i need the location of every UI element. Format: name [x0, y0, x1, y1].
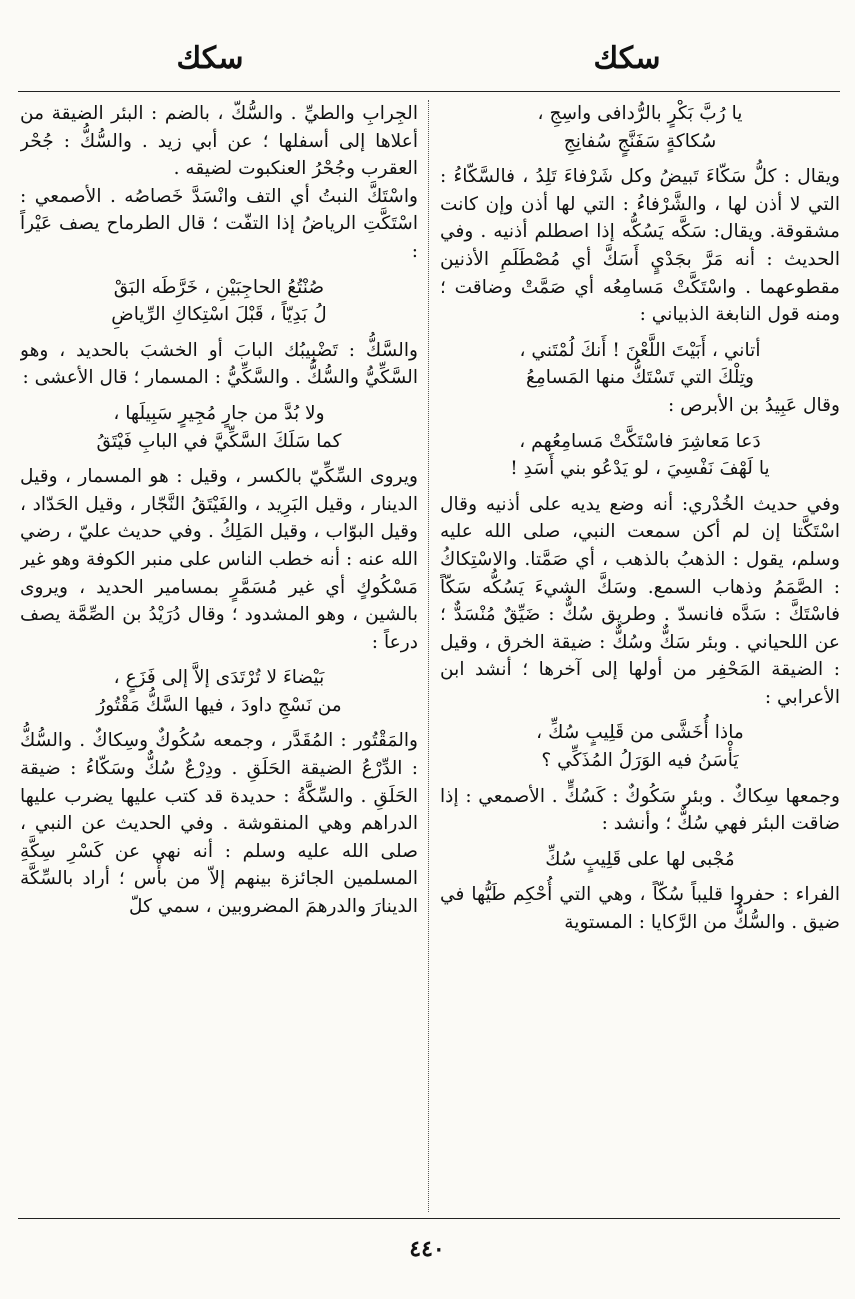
verse-line: يَأْسَنُ فيه الوَرَلُ المُذَكِّي ؟ — [541, 750, 739, 772]
paragraph: والمَقْتُور : المُقَدَّر ، وجمعه سُكُوكٌ وسِكاكٌ . والسُّكُّ : الدِّرْعُ الضيقة الحَلَقِ . ودِرْعٌ سُكٌّ وسَكّاءُ : ضيقة الحَلَقِ . والسِّكَّةُ : حديدة قد كتب عليها يضرب عليها الدراهم وهي المنقوشة . وفي الحديث عن النبي ، صلى الله عليه وسلم : أنه نهى عن كَسْرِ سِكَّةِ المسلمين الجائزة بينهم إلاّ من بأْس ؛ أراد بالسِّكَّة الدينارَ والدرهمَ المضروبين ، سمي كلّ — [20, 730, 418, 918]
verse-line: دَعا مَعاشِرَ فاسْتَكَّتْ مَسامِعُهم ، — [519, 430, 761, 452]
verse-line: لُ بَدِيّاً ، قَبْلَ اسْتِكاكِ الرِّياضِ — [111, 304, 327, 326]
verse-line: أتاني ، أَبَيْتَ اللَّعْنَ ! أَنكَ لُمْتَني ، — [519, 339, 761, 361]
column-divider — [428, 100, 429, 1212]
verse-line: من نَسْجِ داودَ ، فيها السَّكُّ مَقْتُورُ — [96, 694, 342, 716]
page-number: ٤٤٠ — [409, 1236, 445, 1262]
right-column — [440, 100, 840, 1212]
paragraph: واسْتَكَّ النبتُ أي التف وانْسَدَّ خَصاصُه . الأصمعي : اسْتَكَّتِ الرياضُ إذا التفّت ؛ قال الطرماح يصف عَيْراً : — [20, 185, 418, 262]
paragraph: وجمعها سِكاكٌ . وبئر سَكُوكٌ : كَسُكٍّ . الأصمعي : إذا ضاقت البئر فهي سُكٌّ ؛ وأنشد : — [440, 785, 840, 835]
top-rule — [18, 91, 840, 92]
verse-line: كما سَلَكَ السَّكِّيَّ في البابِ فَيْتَقُ — [96, 430, 342, 452]
verse-line: يا لَهْفَ نَفْسِيَ ، لو يَدْعُو بني أَسَدِ ! — [510, 458, 770, 480]
paragraph: ويروى السِّكِّيّ بالكسر ، وقيل : هو المسمار ، وقيل الدينار ، وقيل البَرِيد ، والفَيْتَقُ النَّجّار ، وقيل الحَدّاد ، وقيل البوّاب ، وقيل المَلِكُ . وفي حديث عليّ ، رضي الله عنه : أنه خطب الناس على منبر الكوفة وهو غير مَسْكُوكٍ أي غير مُسَمَّرٍ بمسامير الحديد ، ويروى بالشين ، وهو المشدود ؛ وقال دُرَيْدُ بن الصِّمَّة يصف درعاً : — [20, 466, 418, 653]
left-column — [20, 100, 418, 1212]
verse-line: صُنْتُعُ الحاجِبَيْنِ ، خَرَّطَه البَقْ — [113, 276, 325, 298]
verse-line: بَيْضاءَ لا تُرْتَدَى إلاَّ إلى فَزَعٍ ، — [113, 667, 325, 689]
paragraph: وفي حديث الخُدْري: أنه وضع يديه على أذنيه وقال اسْتَكَّتا إن لم أكن سمعت النبي، صلى الله عليه وسلم، يقول : الذهبُ بالذهب ، أي صَمَّتا. والاسْتِكاكُ : الصَّمَمُ وذهاب السمع. وسَكَّ الشيءَ يَسُكُّه سَكّاً فاسْتَكَّ : سَدَّه فانسدّ . وطريق سُكٌّ : ضَيِّقٌ مُنْسَدٌّ ؛ عن اللحياني . وبئر سَكٌّ وسُكٌّ : ضيقة الخرق ، وقيل : الضيقة المَحْفِر من أولها إلى آخرها ؛ أنشد ابن الأعرابي : — [440, 493, 840, 708]
verse-line: سُكاكةٍ سَفَنَّجٍ سُفانِجِ — [563, 130, 717, 152]
verse-line: ولا بُدَّ من جارٍ مُجِيرٍ سَبِيلَها ، — [113, 402, 325, 424]
page-header-right: سكك — [593, 41, 661, 76]
paragraph: وقال عَبِيدُ بن الأبرص : — [667, 394, 840, 416]
bottom-rule — [18, 1218, 840, 1219]
verse-line: وتِلْكَ التي تَسْتَكُّ منها المَسامِعُ — [525, 367, 755, 389]
verse-line: يا رُبَّ بَكْرٍ بالرُّدافى واسِجِ ، — [537, 103, 743, 124]
paragraph: والسَّكُّ : تَضْبِيبُك البابَ أو الخشبَ بالحديد ، وهو السَّكِّيُّ والسُّكُّ . والسَّكِّيُّ : المسمار ؛ قال الأعشى : — [20, 339, 418, 389]
paragraph: الفراء : حفروا قليباً سُكّاً ، وهي التي أُحْكِم طَيُّها في ضيق . والسُّكُّ من الرَّكايا : المستوية — [440, 884, 840, 934]
verse-line: مُجْبى لها على قَلِيبٍ سُكِّ — [545, 848, 735, 870]
page-header-left: سكك — [176, 41, 244, 76]
paragraph: الجِرابِ والطيِّ . والسُّكُّ ، بالضم : البئر الضيقة من أعلاها إلى أسفلها ؛ عن أبي زيد . والسُّكُّ : جُحْر العقرب وجُحْرُ العنكبوت لضيقه . — [20, 103, 418, 180]
verse-line: ماذا أُخَشَّى من قَلِيبٍ سُكِّ ، — [536, 722, 744, 744]
paragraph: ويقال : كلُّ سَكّاءَ تَبيضُ وكل شَرْفاءَ تَلِدُ ، فالسَّكّاءُ : التي لا أذن لها ، والشَّرْفاءُ : التي لها أذن وإن كانت مشقوقة. ويقال: سَكَّه يَسُكُّه إذا اصطلم أذنيه . وفي الحديث : أنه مَرَّ بجَدْيٍ أَسَكَّ أي مُصْطَلَمِ الأذنين مقطوعهما . واسْتَكَّتْ مَسامِعُه أي صَمَّتْ وضاقت ؛ ومنه قول النابغة الذبياني : — [440, 166, 840, 326]
